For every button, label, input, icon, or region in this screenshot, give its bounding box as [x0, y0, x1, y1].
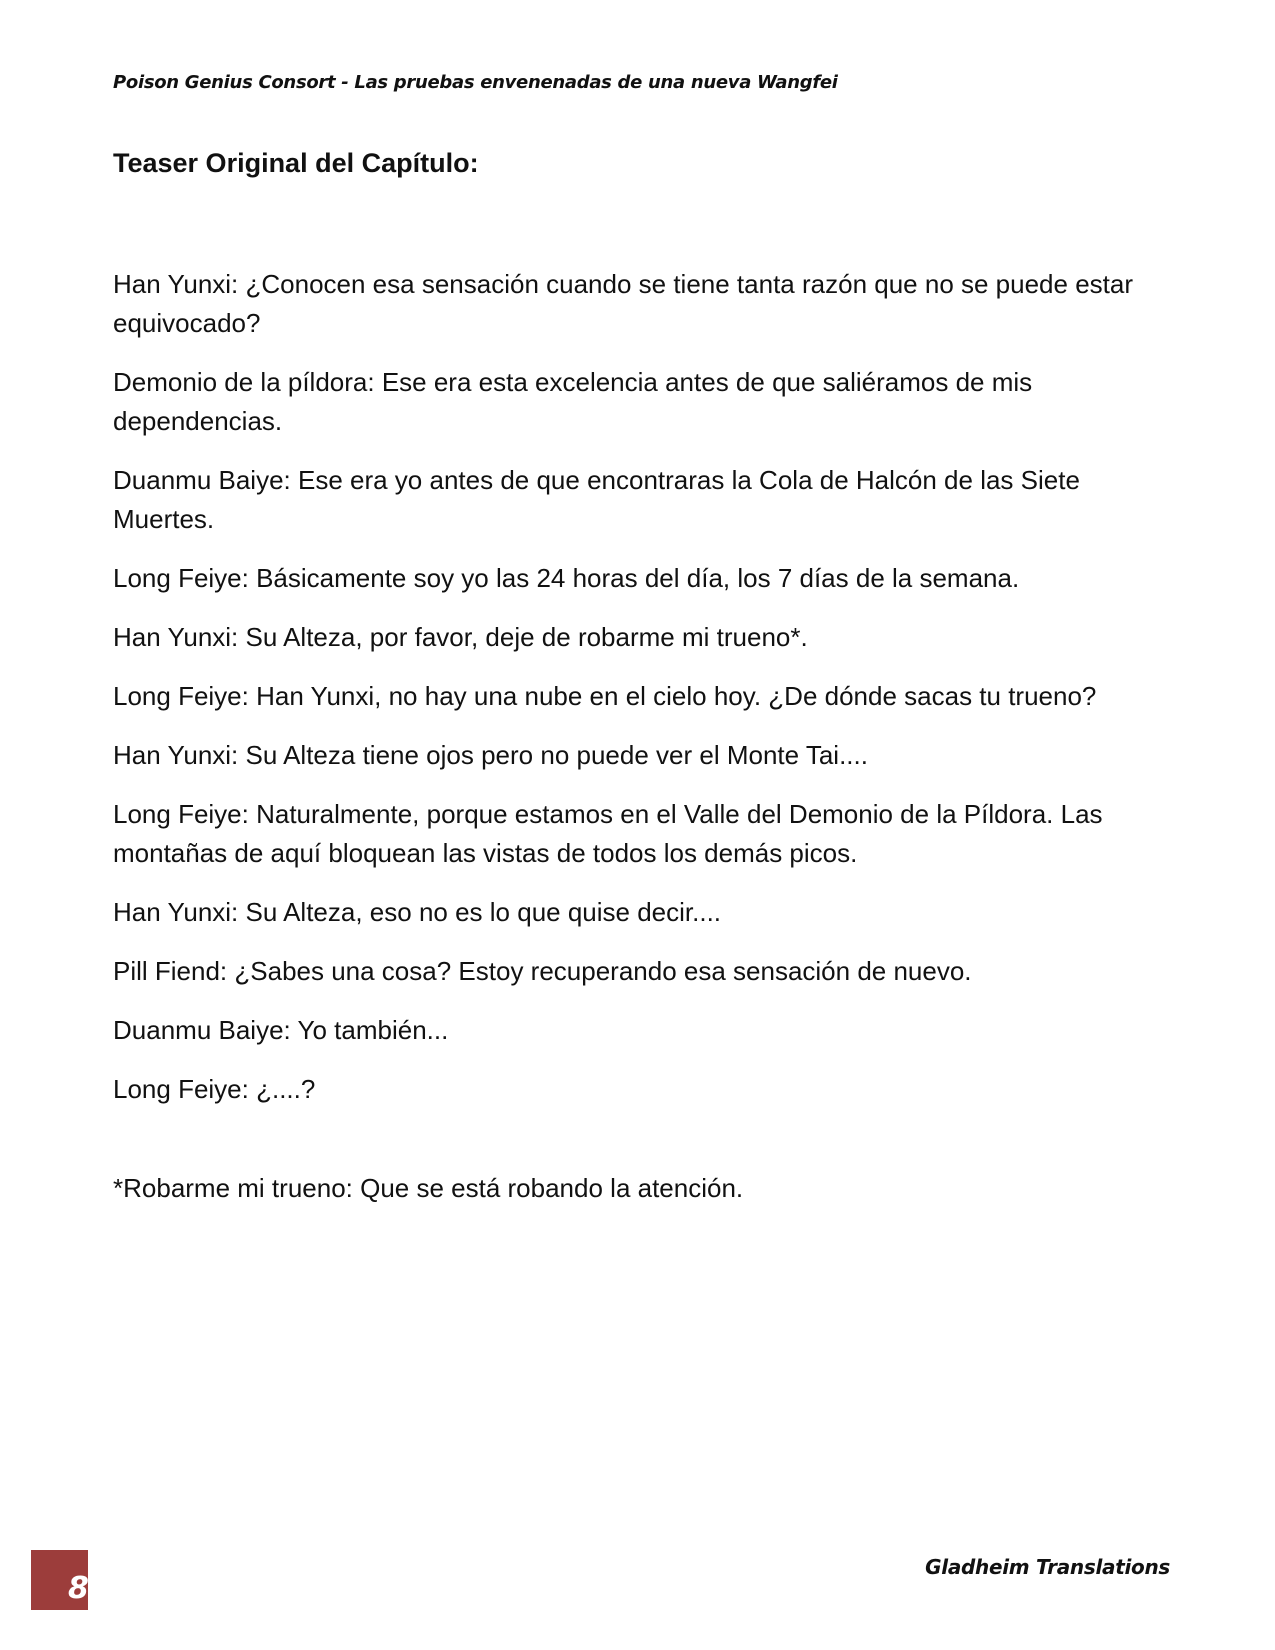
- dialogue-line: Long Feiye: Han Yunxi, no hay una nube en el cielo hoy. ¿De dónde sacas tu trueno?: [113, 681, 1097, 711]
- dialogue-line: Demonio de la píldora: Ese era esta excelencia antes de que saliéramos de mis dependencias.: [113, 367, 1033, 436]
- dialogue-line: Long Feiye: Básicamente soy yo las 24 horas del día, los 7 días de la semana.: [113, 563, 1020, 593]
- footnote: *Robarme mi trueno: Que se está robando la atención.: [113, 1173, 744, 1203]
- chapter-teaser-heading: Teaser Original del Capítulo:: [113, 148, 479, 178]
- teaser-body: [113, 265, 1173, 1228]
- dialogue-line: Han Yunxi: Su Alteza tiene ojos pero no puede ver el Monte Tai....: [113, 740, 868, 770]
- page-number: 8: [68, 1571, 89, 1606]
- dialogue-line: Duanmu Baiye: Ese era yo antes de que encontraras la Cola de Halcón de las Siete Muertes.: [113, 465, 1080, 534]
- running-header: Poison Genius Consort - Las pruebas envenenadas de una nueva Wangfei: [113, 72, 838, 93]
- dialogue-line: Duanmu Baiye: Yo también...: [113, 1015, 449, 1045]
- dialogue-line: Han Yunxi: ¿Conocen esa sensación cuando se tiene tanta razón que no se puede estar equivocado?: [113, 269, 1134, 338]
- dialogue-line: Long Feiye: ¿....?: [113, 1074, 316, 1104]
- translator-credit: Gladheim Translations: [925, 1555, 1170, 1579]
- dialogue-line: Han Yunxi: Su Alteza, eso no es lo que quise decir....: [113, 897, 722, 927]
- dialogue-line: Han Yunxi: Su Alteza, por favor, deje de robarme mi trueno*.: [113, 622, 808, 652]
- page-number-underline: [31, 1607, 88, 1610]
- dialogue-line: Pill Fiend: ¿Sabes una cosa? Estoy recuperando esa sensación de nuevo.: [113, 956, 972, 986]
- dialogue-line: Long Feiye: Naturalmente, porque estamos en el Valle del Demonio de la Píldora. Las montañas de aquí bloquean las vistas de todos los demás picos.: [113, 799, 1103, 868]
